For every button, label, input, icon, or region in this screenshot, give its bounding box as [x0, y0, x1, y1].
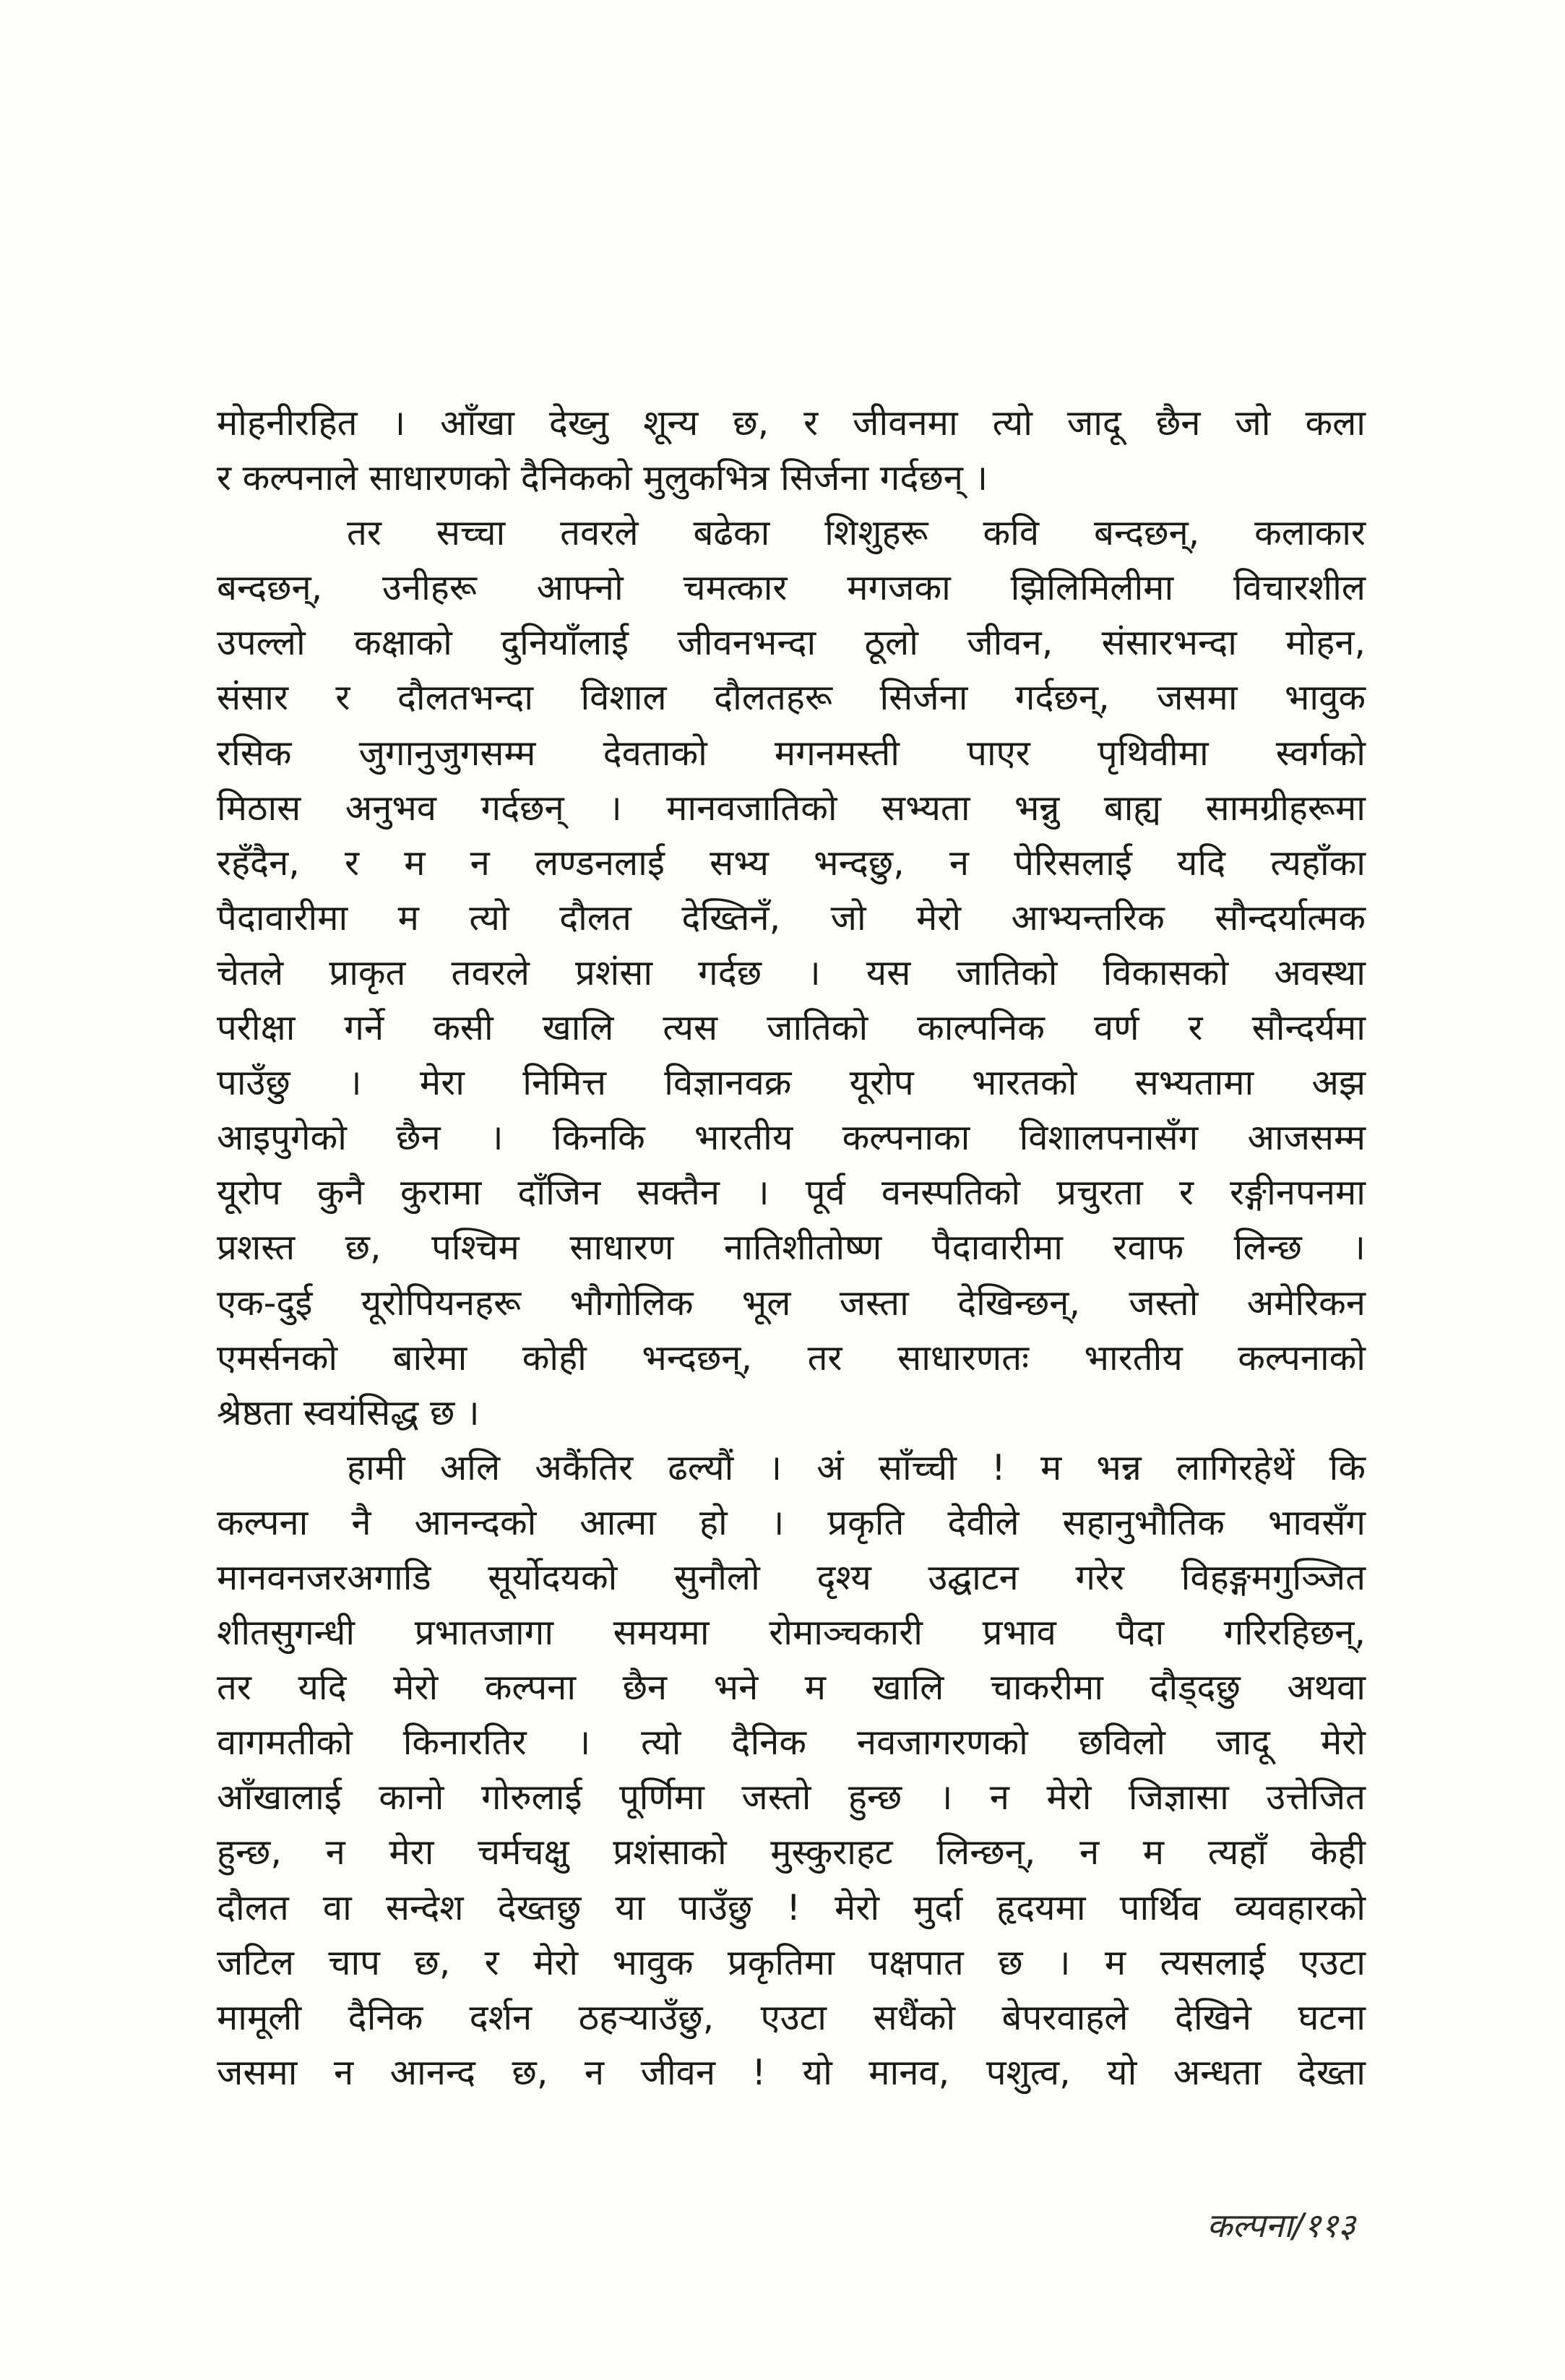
text-line: मामूली दैनिक दर्शन ठहऱ्याउँछु, एउटा सधैंको बेपरवाहले देखिने घटना — [217, 1996, 1366, 2038]
text-line: यूरोप कुनै कुरामा दाँजिन सक्तैन । पूर्व वनस्पतिको प्रचुरता र रङ्गीनपनमा — [217, 1172, 1366, 1214]
text-line: चेतले प्राकृत तवरले प्रशंसा गर्दछ । यस जातिको विकासको अवस्था — [217, 952, 1366, 993]
text-line: दौलत वा सन्देश देख्तछु या पाउँछु ! मेरो मुर्दा हृदयमा पार्थिव व्यवहारको — [217, 1887, 1366, 1928]
text-line: वागमतीको किनारतिर । त्यो दैनिक नवजागरणको छविलो जादू मेरो — [217, 1722, 1366, 1764]
body-text — [217, 396, 1366, 2100]
text-line: तर सच्चा तवरले बढेका शिशुहरू कवि बन्दछन्, कलाकार — [347, 512, 1366, 554]
text-line: तर यदि मेरो कल्पना छैन भने म खालि चाकरीमा दौड्दछु अथवा — [217, 1667, 1366, 1709]
text-line: रसिक जुगानुजुगसम्म देवताको मगनमस्ती पाएर पृथिवीमा स्वर्गको — [217, 732, 1366, 774]
text-line: बन्दछन्, उनीहरू आफ्नो चमत्कार मगजका झिलिमिलीमा विचारशील — [217, 567, 1366, 609]
text-line: जटिल चाप छ, र मेरो भावुक प्रकृतिमा पक्षपात छ । म त्यसलाई एउटा — [217, 1941, 1366, 1983]
text-line: पैदावारीमा म त्यो दौलत देख्तिनँ, जो मेरो आभ्यन्तरिक सौन्दर्यात्मक — [217, 897, 1366, 939]
text-line: रहँदैन, र म न लण्डनलाई सभ्य भन्दछु, न पेरिसलाई यदि त्यहाँका — [217, 842, 1366, 884]
text-line: प्रशस्त छ, पश्चिम साधारण नातिशीतोष्ण पैदावारीमा रवाफ लिन्छ । — [217, 1227, 1366, 1269]
text-line: हामी अलि अकैंतिर ढल्यौं । अं साँच्ची ! म भन्न लागिरहेथें कि — [347, 1446, 1366, 1488]
text-line: परीक्षा गर्ने कसी खालि त्यस जातिको काल्पनिक वर्ण र सौन्दर्यमा — [217, 1007, 1366, 1049]
text-line: जसमा न आनन्द छ, न जीवन ! यो मानव, पशुत्व, यो अन्धता देख्ता — [217, 2051, 1366, 2093]
page-footer: कल्पना/११३ — [1207, 2206, 1355, 2245]
text-line: कल्पना नै आनन्दको आत्मा हो । प्रकृति देवीले सहानुभौतिक भावसँग — [217, 1501, 1366, 1543]
text-line: शीतसुगन्धी प्रभातजागा समयमा रोमाञ्चकारी प्रभाव पैदा गरिरहिछन्, — [217, 1612, 1366, 1654]
text-line: उपल्लो कक्षाको दुनियाँलाई जीवनभन्दा ठूलो जीवन, संसारभन्दा मोहन, — [217, 622, 1366, 664]
text-line: हुन्छ, न मेरा चर्मचक्षु प्रशंसाको मुस्कुराहट लिन्छन्, न म त्यहाँ केही — [217, 1832, 1366, 1874]
text-line: मोहनीरहित । आँखा देख्नु शून्य छ, र जीवनमा त्यो जादू छैन जो कला — [217, 402, 1366, 444]
text-line: संसार र दौलतभन्दा विशाल दौलतहरू सिर्जना गर्दछन्, जसमा भावुक — [217, 677, 1366, 719]
text-line: मानवनजरअगाडि सूर्योदयको सुनौलो दृश्य उद्घाटन गरेर विहङ्गमगुञ्जित — [217, 1556, 1366, 1598]
text-line: आँखालाई कानो गोरुलाई पूर्णिमा जस्तो हुन्छ । न मेरो जिज्ञासा उत्तेजित — [217, 1777, 1366, 1819]
text-line: आइपुगेको छैन । किनकि भारतीय कल्पनाका विशालपनासँग आजसम्म — [217, 1117, 1366, 1159]
text-line: र कल्पनाले साधारणको दैनिकको मुलुकभित्र सिर्जना गर्दछन् । — [217, 457, 988, 499]
text-line: श्रेष्ठता स्वयंसिद्ध छ । — [217, 1392, 480, 1433]
text-line: एमर्सनको बारेमा कोही भन्दछन्, तर साधारणतः भारतीय कल्पनाको — [217, 1337, 1366, 1379]
text-line: पाउँछु । मेरा निमित्त विज्ञानवक्र यूरोप भारतको सभ्यतामा अझ — [217, 1062, 1366, 1104]
text-line: मिठास अनुभव गर्दछन् । मानवजातिको सभ्यता भन्नु बाह्य सामग्रीहरूमा — [217, 787, 1366, 829]
text-line: एक-दुई यूरोपियनहरू भौगोलिक भूल जस्ता देखिन्छन्, जस्तो अमेरिकन — [217, 1282, 1366, 1324]
